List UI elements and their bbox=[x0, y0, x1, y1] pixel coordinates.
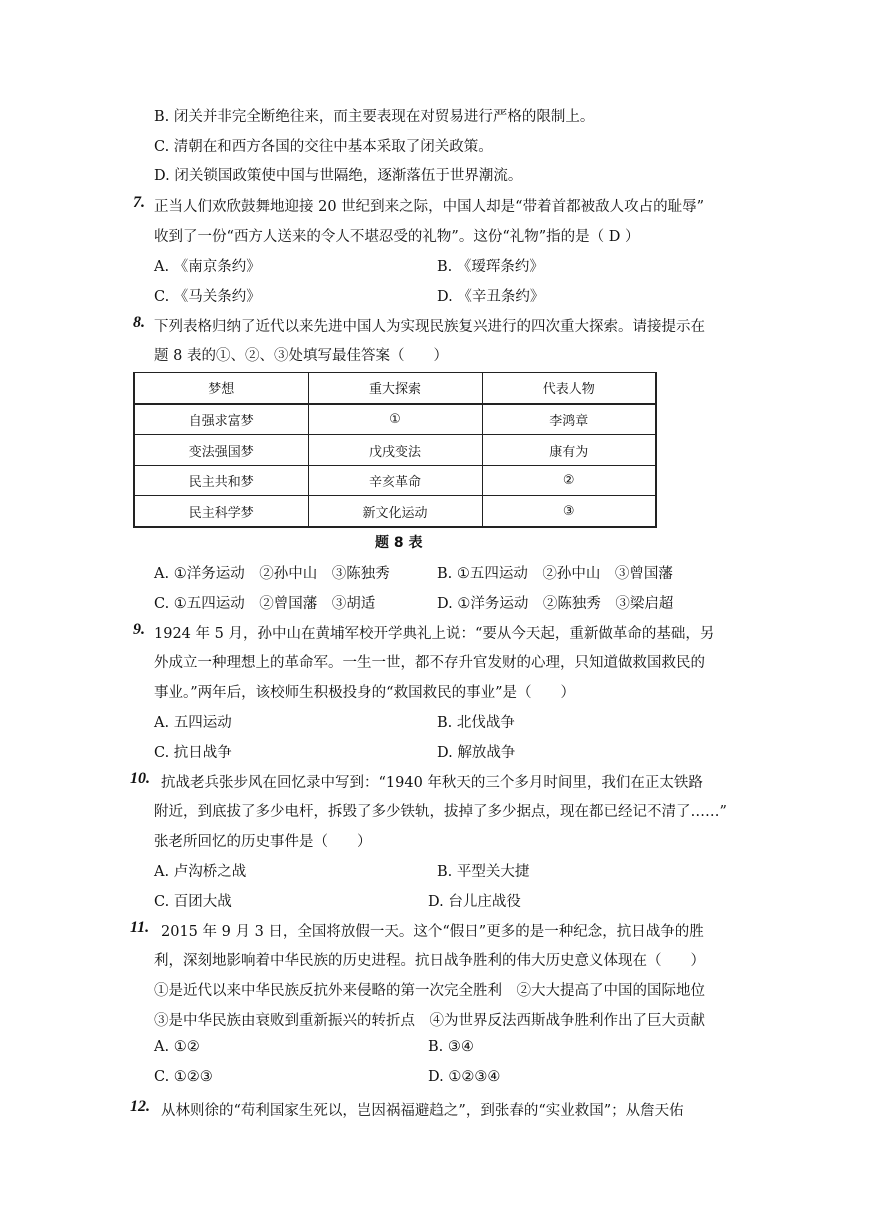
table-cell: ② bbox=[482, 465, 656, 495]
question-8-option-b: B. ①五四运动 ②孙中山 ③曾国藩 bbox=[437, 566, 673, 582]
question-8-number: 8. bbox=[133, 314, 145, 331]
question-12-number: 12. bbox=[130, 1098, 150, 1115]
question-11-number: 11. bbox=[130, 919, 150, 936]
question-7-option-a: A. 《南京条约》 bbox=[154, 259, 261, 275]
table-cell: 辛亥革命 bbox=[308, 465, 482, 495]
question-11-line-1: 2015 年 9 月 3 日，全国将放假一天。这个“假日”更多的是一种纪念，抗日战争的胜 bbox=[161, 924, 704, 940]
table-row bbox=[134, 496, 656, 527]
question-7-number: 7. bbox=[133, 194, 145, 211]
question-7-option-c: C. 《马关条约》 bbox=[154, 289, 261, 305]
question-9-number: 9. bbox=[133, 621, 145, 638]
question-7-line-2: 收到了一份“西方人送来的令人不堪忍受的礼物”。这份“礼物”指的是（ D ） bbox=[154, 229, 640, 245]
question-8-line-2: 题 8 表的①、②、③处填写最佳答案（ ） bbox=[154, 348, 448, 364]
question-10-option-d: D. 台儿庄战役 bbox=[428, 894, 521, 910]
table-row bbox=[134, 435, 656, 465]
table-header-row bbox=[134, 373, 656, 404]
prev-option-b: B. 闭关并非完全断绝往来，而主要表现在对贸易进行严格的限制上。 bbox=[154, 109, 595, 125]
table-header-cell: 重大探索 bbox=[308, 373, 482, 404]
question-8-option-a: A. ①洋务运动 ②孙中山 ③陈独秀 bbox=[154, 566, 390, 582]
question-9-option-b: B. 北伐战争 bbox=[437, 715, 515, 731]
table-cell: 李鸿章 bbox=[482, 404, 656, 435]
table-row bbox=[134, 404, 656, 435]
table-cell: 自强求富梦 bbox=[134, 404, 308, 435]
table-cell: 戊戌变法 bbox=[308, 435, 482, 465]
question-9-option-c: C. 抗日战争 bbox=[154, 745, 232, 761]
question-11-option-c: C. ①②③ bbox=[154, 1069, 213, 1085]
question-9-line-2: 外成立一种理想上的革命军。一生一世，都不存升官发财的心理，只知道做救国救民的 bbox=[154, 655, 705, 671]
table-header-cell: 梦想 bbox=[134, 373, 308, 404]
table-cell: ③ bbox=[482, 496, 656, 527]
question-11-line-2: 利，深刻地影响着中华民族的历史进程。抗日战争胜利的伟大历史意义体现在（ ） bbox=[154, 953, 705, 969]
question-11-line-3: ①是近代以来中华民族反抗外来侵略的第一次完全胜利 ②大大提高了中国的国际地位 bbox=[154, 983, 705, 999]
question-9-option-a: A. 五四运动 bbox=[154, 715, 232, 731]
question-10-option-c: C. 百团大战 bbox=[154, 894, 232, 910]
question-9-line-1: 1924 年 5 月，孙中山在黄埔军校开学典礼上说：“要从今天起，重新做革命的基础，另 bbox=[154, 626, 715, 642]
question-12-line-1: 从林则徐的“苟利国家生死以，岂因祸福避趋之”，到张春的“实业救国”；从詹天佑 bbox=[161, 1103, 684, 1119]
table-caption: 题 8 表 bbox=[375, 535, 423, 551]
table-cell: ① bbox=[308, 404, 482, 435]
question-10-line-1: 抗战老兵张步风在回忆录中写到：“1940 年秋天的三个多月时间里，我们在正太铁路 bbox=[161, 775, 703, 791]
question-10-line-3: 张老所回忆的历史事件是（ ） bbox=[154, 834, 372, 850]
question-7-option-b: B. 《瑷珲条约》 bbox=[437, 259, 544, 275]
table-cell: 民主共和梦 bbox=[134, 465, 308, 495]
table-cell: 民主科学梦 bbox=[134, 496, 308, 527]
question-7-option-d: D. 《辛丑条约》 bbox=[437, 289, 545, 305]
question-11-option-d: D. ①②③④ bbox=[428, 1069, 501, 1085]
table-row bbox=[134, 465, 656, 495]
question-8-option-c: C. ①五四运动 ②曾国藩 ③胡适 bbox=[154, 596, 376, 612]
question-11-line-4: ③是中华民族由衰败到重新振兴的转折点 ④为世界反法西斯战争胜利作出了巨大贡献 bbox=[154, 1013, 705, 1029]
prev-option-d: D. 闭关锁国政策使中国与世隔绝，逐渐落伍于世界潮流。 bbox=[154, 168, 523, 184]
question-8-line-1: 下列表格归纳了近代以来先进中国人为实现民族复兴进行的四次重大探索。请接提示在 bbox=[154, 319, 705, 335]
question-8-table bbox=[133, 372, 657, 528]
table-header-cell: 代表人物 bbox=[482, 373, 656, 404]
question-10-option-a: A. 卢沟桥之战 bbox=[154, 864, 247, 880]
table-cell: 康有为 bbox=[482, 435, 656, 465]
question-11-option-b: B. ③④ bbox=[428, 1039, 474, 1055]
table-cell: 变法强国梦 bbox=[134, 435, 308, 465]
question-9-line-3: 事业。”两年后，该校师生积极投身的“救国救民的事业”是（ ） bbox=[154, 685, 575, 701]
question-9-option-d: D. 解放战争 bbox=[437, 745, 516, 761]
prev-option-c: C. 清朝在和西方各国的交往中基本采取了闭关政策。 bbox=[154, 139, 493, 155]
question-7-line-1: 正当人们欢欣鼓舞地迎接 20 世纪到来之际，中国人却是“带着首都被敌人攻占的耻辱” bbox=[154, 199, 704, 215]
question-11-option-a: A. ①② bbox=[154, 1039, 200, 1055]
table-cell: 新文化运动 bbox=[308, 496, 482, 527]
question-8-option-d: D. ①洋务运动 ②陈独秀 ③梁启超 bbox=[437, 596, 674, 612]
question-10-line-2: 附近，到底拔了多少电杆，拆毁了多少铁轨，拔掉了多少据点，现在都已经记不清了……” bbox=[154, 804, 727, 820]
question-10-number: 10. bbox=[130, 770, 150, 787]
question-10-option-b: B. 平型关大捷 bbox=[437, 864, 530, 880]
